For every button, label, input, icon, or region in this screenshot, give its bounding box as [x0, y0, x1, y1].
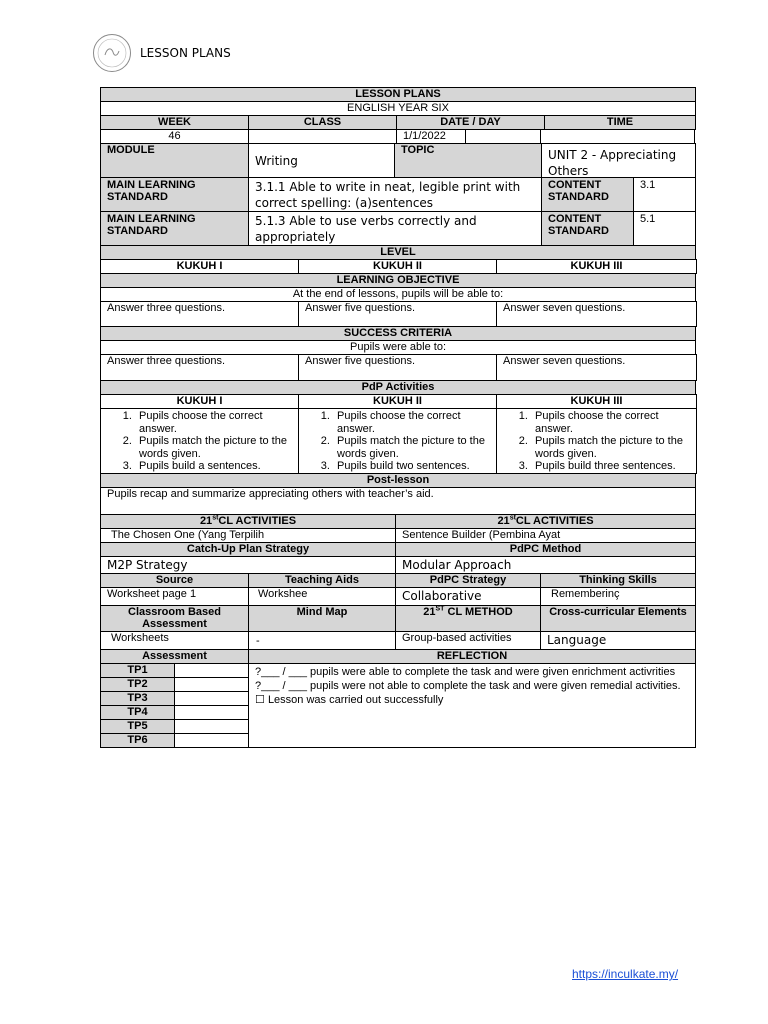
pdp-activities-kukuh-2 [298, 408, 497, 474]
tp-value [174, 677, 249, 692]
reflection-success-label: Lesson was carried out successfully [267, 694, 444, 706]
success-criteria-2: Answer five questions. [298, 354, 497, 381]
website-link[interactable]: https://inculkate.my/ [572, 967, 679, 981]
lesson-plan-table [100, 87, 696, 746]
cl-activities-heading-2: 21stCL ACTIVITIES [395, 514, 696, 529]
cl-activity-2: Sentence Builder (Pembina Ayat [395, 528, 696, 543]
week-value: 46 [100, 129, 249, 144]
list-item: 3. Pupils build two sentences. [333, 460, 494, 473]
list-item: 1. Pupils choose the correct answer. [531, 410, 694, 435]
mind-map-value: - [248, 631, 396, 650]
content-standard-label-1: CONTENT STANDARD [541, 177, 634, 212]
tp-label: TP1 [100, 663, 175, 678]
pdp-kukuh-1: KUKUH I [100, 394, 299, 409]
time-value [540, 129, 695, 144]
reflection-success [255, 694, 689, 707]
pdpc-method-label: PdPC Method [395, 542, 696, 557]
catch-up-plan-label: Catch-Up Plan Strategy [100, 542, 396, 557]
cl-method-label: 21ST CL METHOD [395, 605, 541, 632]
list-item: 2. Pupils match the picture to the words given. [333, 435, 494, 460]
level-kukuh-1: KUKUH I [100, 259, 299, 274]
reflection-text [248, 663, 696, 748]
level-kukuh-2: KUKUH II [298, 259, 497, 274]
list-item: 3. Pupils build three sentences. [531, 460, 694, 473]
learning-objective-heading: LEARNING OBJECTIVE [100, 273, 696, 288]
table-title: LESSON PLANS [100, 87, 696, 102]
checkbox-icon[interactable]: ☐ [255, 694, 265, 706]
list-item: 3. Pupils build a sentences. [135, 460, 296, 473]
document-header [92, 33, 231, 73]
module-label: MODULE [100, 143, 249, 178]
date-label: DATE / DAY [396, 115, 545, 130]
reflection-remedial: ?___ / ___ pupils were not able to complete the task and were given remedial activities. [255, 680, 681, 692]
main-learning-standard-1: 3.1.1 Able to write in neat, legible print with correct spelling: (a)sentences [248, 177, 542, 212]
pdp-activities-kukuh-3 [496, 408, 697, 474]
date-value: 1/1/2022 [396, 129, 466, 144]
classroom-assessment-label: Classroom Based Assessment [100, 605, 249, 632]
success-criteria-heading: SUCCESS CRITERIA [100, 326, 696, 341]
post-lesson-text: Pupils recap and summarize appreciating others with teacher’s aid. [100, 487, 696, 515]
catch-up-plan-value: M2P Strategy [100, 556, 396, 574]
content-standard-1: 3.1 [633, 177, 696, 212]
success-criteria-3: Answer seven questions. [496, 354, 697, 381]
learning-objective-1: Answer three questions. [100, 301, 299, 327]
tp-label: TP5 [100, 719, 175, 734]
level-heading: LEVEL [100, 245, 696, 260]
tp-label: TP6 [100, 733, 175, 748]
list-item: 2. Pupils match the picture to the words given. [531, 435, 694, 460]
cl-method-value: Group-based activities [395, 631, 541, 650]
content-standard-2: 5.1 [633, 211, 696, 246]
pdp-kukuh-2: KUKUH II [298, 394, 497, 409]
tp-label: TP3 [100, 691, 175, 706]
thinking-skills-label: Thinking Skills [540, 573, 696, 588]
tp-label: TP4 [100, 705, 175, 720]
thinking-skills-value: Rememberinç [540, 587, 696, 606]
tp-value [174, 733, 249, 748]
learning-objective-2: Answer five questions. [298, 301, 497, 327]
time-label: TIME [544, 115, 696, 130]
list-item: 1. Pupils choose the correct answer. [333, 410, 494, 435]
module-value: Writing [248, 143, 395, 178]
cross-curricular-value: Language [540, 631, 696, 650]
class-label: CLASS [248, 115, 397, 130]
tp-grid [100, 663, 249, 746]
tp-value [174, 719, 249, 734]
tp-value [174, 705, 249, 720]
content-standard-label-2: CONTENT STANDARD [541, 211, 634, 246]
cross-curricular-label: Cross-curricular Elements [540, 605, 696, 632]
day-value [465, 129, 541, 144]
main-learning-standard-2: 5.1.3 Able to use verbs correctly and appropriately [248, 211, 542, 246]
inculkate-logo [92, 33, 132, 73]
assessment-heading: Assessment [100, 649, 249, 664]
list-item: 2. Pupils match the picture to the words given. [135, 435, 296, 460]
reflection-heading: REFLECTION [248, 649, 696, 664]
header-title: LESSON PLANS [140, 46, 231, 60]
pdp-activities-kukuh-1 [100, 408, 299, 474]
source-label: Source [100, 573, 249, 588]
tp-value [174, 663, 249, 678]
post-lesson-heading: Post-lesson [100, 473, 696, 488]
pdpc-method-value: Modular Approach [395, 556, 696, 574]
source-value: Worksheet page 1 [100, 587, 249, 606]
pdpc-strategy-label: PdPC Strategy [395, 573, 541, 588]
subject-line: ENGLISH YEAR SIX [100, 101, 696, 116]
topic-label: TOPIC [394, 143, 542, 178]
teaching-aids-value: Workshee [248, 587, 396, 606]
class-value [248, 129, 397, 144]
success-criteria-intro: Pupils were able to: [100, 340, 696, 355]
pdp-activities-heading: PdP Activities [100, 380, 696, 395]
pdpc-strategy-value: Collaborative [395, 587, 541, 606]
pdp-kukuh-3: KUKUH III [496, 394, 697, 409]
tp-label: TP2 [100, 677, 175, 692]
mind-map-label: Mind Map [248, 605, 396, 632]
main-learning-standard-label-1: MAIN LEARNING STANDARD [100, 177, 249, 212]
classroom-assessment-value: Worksheets [100, 631, 249, 650]
learning-objective-3: Answer seven questions. [496, 301, 697, 327]
learning-objective-intro: At the end of lessons, pupils will be able to: [100, 287, 696, 302]
teaching-aids-label: Teaching Aids [248, 573, 396, 588]
cl-activities-heading-1: 21stCL ACTIVITIES [100, 514, 396, 529]
reflection-enrichment: ?___ / ___ pupils were able to complete the task and were given enrichment activrities [255, 666, 676, 678]
cl-activity-1: The Chosen One (Yang Terpilih [100, 528, 396, 543]
main-learning-standard-label-2: MAIN LEARNING STANDARD [100, 211, 249, 246]
topic-value: UNIT 2 - Appreciating Others [541, 143, 696, 178]
week-label: WEEK [100, 115, 249, 130]
level-kukuh-3: KUKUH III [496, 259, 697, 274]
list-item: 1. Pupils choose the correct answer. [135, 410, 296, 435]
tp-value [174, 691, 249, 706]
success-criteria-1: Answer three questions. [100, 354, 299, 381]
